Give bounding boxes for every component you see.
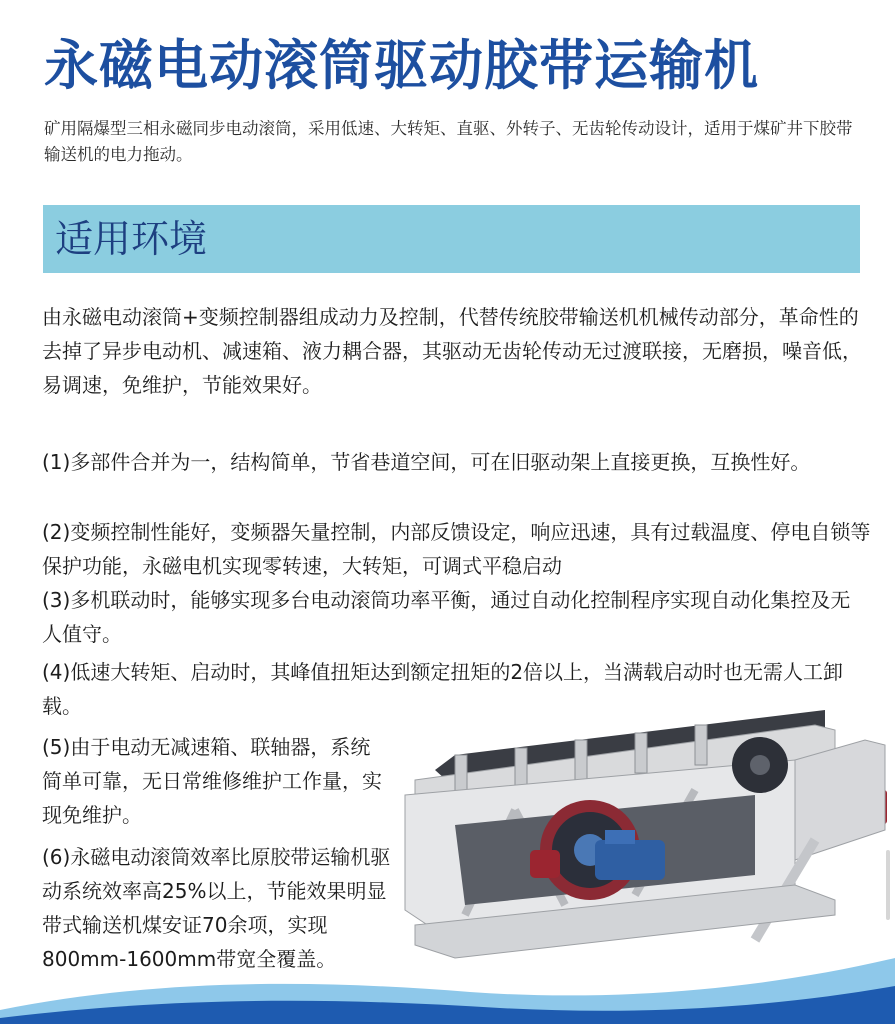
bottom-wave-decoration	[0, 900, 895, 1024]
feature-point: (4)低速大转矩、启动时，其峰值扭矩达到额定扭矩的2倍以上，当满载启动时也无需人工卸载。	[42, 660, 844, 718]
page-subtitle: 矿用隔爆型三相永磁同步电动滚筒，采用低速、大转矩、直驱、外转子、无齿轮传动设计，适用于煤矿井下胶带输送机的电力拖动。	[44, 119, 853, 164]
feature-point: (1)多部件合并为一，结构简单，节省巷道空间，可在旧驱动架上直接更换，互换性好。	[42, 450, 811, 474]
feature-point: (5)由于电动无减速箱、联轴器，系统简单可靠，无日常维修维护工作量，实现免维护。	[42, 735, 382, 827]
intro-paragraph: 由永磁电动滚筒+变频控制器组成动力及控制，代替传统胶带输送机机械传动部分，革命性的去掉了异步电动机、减速箱、液力耦合器，其驱动无齿轮传动无过渡联接，无磨损，噪音低，易调速，免维护，节能效果好。	[42, 305, 862, 397]
feature-point: (6)永磁电动滚筒效率比原胶带运输机驱动系统效率高25%以上，节能效果明显带式输送机煤安证70余项，实现800mm-1600mm带宽全覆盖。	[42, 845, 391, 971]
feature-point: (3)多机联动时，能够实现多台电动滚筒功率平衡，通过自动化控制程序实现自动化集控及无人值守。	[42, 588, 851, 646]
section-title: 适用环境	[55, 217, 208, 261]
feature-point: (2)变频控制性能好，变频器矢量控制，内部反馈设定，响应迅速，具有过载温度、停电自锁等保护功能，永磁电机实现零转速，大转矩，可调式平稳启动	[42, 520, 871, 578]
scrollbar-thumb[interactable]	[886, 850, 890, 920]
page-title: 永磁电动滚筒驱动胶带运输机	[44, 34, 759, 97]
